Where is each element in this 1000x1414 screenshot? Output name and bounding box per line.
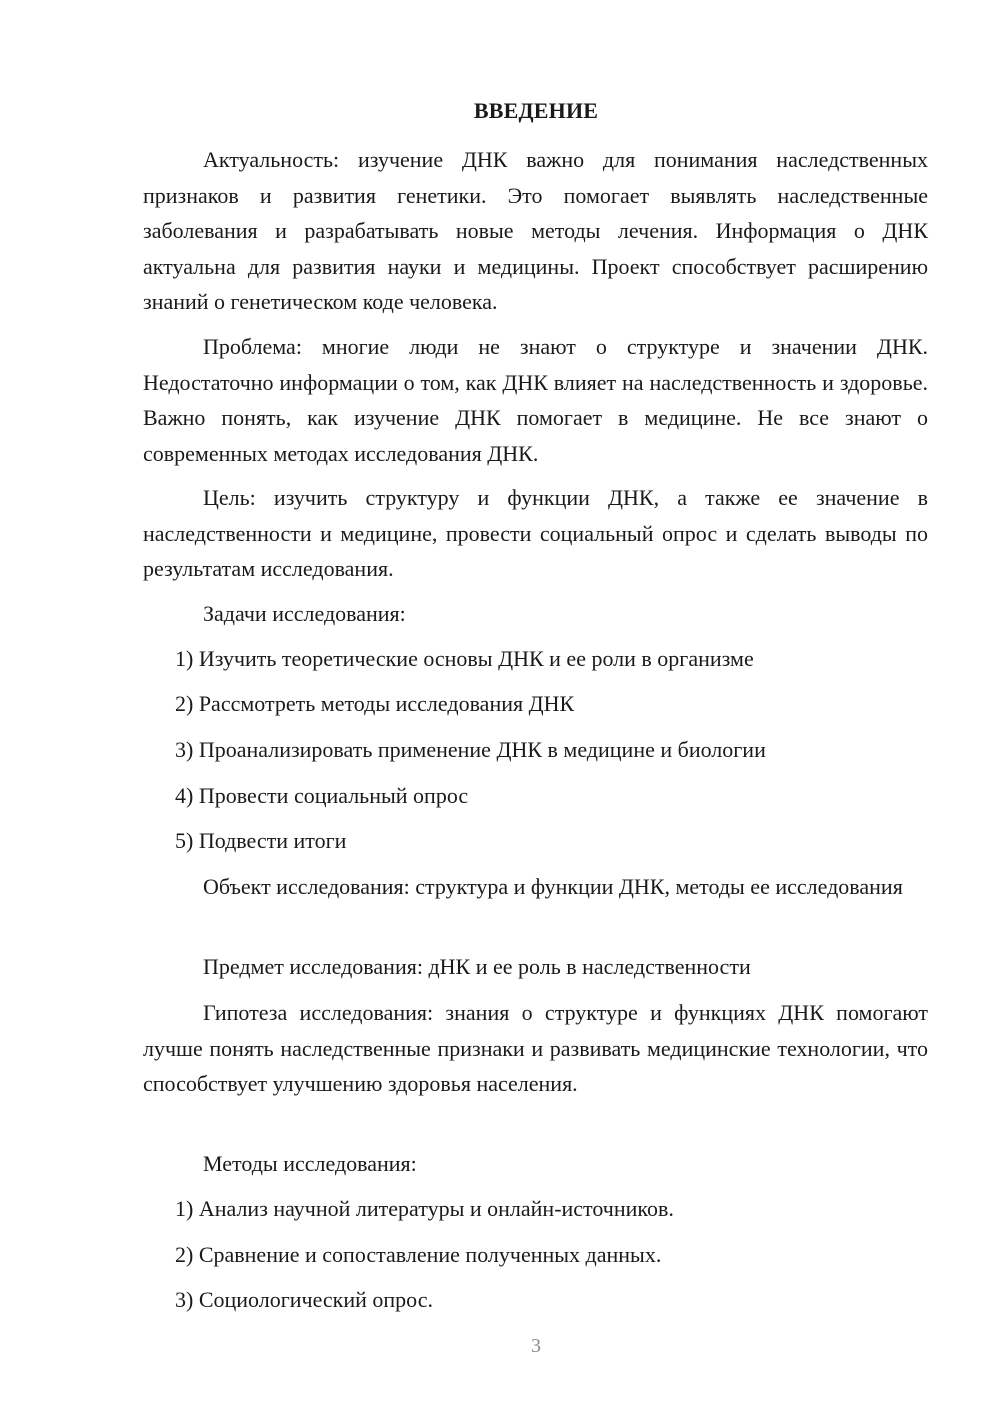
paragraph-relevance: Актуальность: изучение ДНК важно для понимания наследственных признаков и развития генетики. Это помогает выявлять наследственные заболевания и разрабатывать новые методы лечения. Информация о ДНК актуальна для развития науки и медицины. Проект способствует расширению знаний о генетическом коде человека. (143, 147, 928, 314)
page-title: ВВЕДЕНИЕ (473, 98, 599, 123)
task-item-3: 3) Проанализировать применение ДНК в медицине и биологии (175, 737, 766, 762)
paragraph-problem: Проблема: многие люди не знают о структуре и значении ДНК. Недостаточно информации о том, как ДНК влияет на наследственность и здоровье. Важно понять, как изучение ДНК помогает в медицине. Не все знают о современных методах исследования ДНК. (143, 334, 928, 466)
task-item-5: 5) Подвести итоги (175, 828, 347, 853)
paragraph-subject: Предмет исследования: дНК и ее роль в наследственности (203, 954, 751, 979)
tasks-heading: Задачи исследования: (203, 601, 406, 626)
page-number: 3 (531, 1335, 541, 1357)
paragraph-goal: Цель: изучить структуру и функции ДНК, а также ее значение в наследственности и медицине, провести социальный опрос и сделать выводы по результатам исследования. (143, 485, 928, 581)
method-item-3: 3) Социологический опрос. (175, 1287, 433, 1312)
task-item-2: 2) Рассмотреть методы исследования ДНК (175, 691, 575, 716)
task-item-4: 4) Провести социальный опрос (175, 783, 469, 808)
methods-heading: Методы исследования: (203, 1151, 417, 1176)
paragraph-hypothesis: Гипотеза исследования: знания о структуре и функциях ДНК помогают лучше понять наследственные признаки и развивать медицинские технологии, что способствует улучшению здоровья населения. (143, 1000, 928, 1096)
method-item-1: 1) Анализ научной литературы и онлайн-источников. (175, 1196, 674, 1221)
task-item-1: 1) Изучить теоретические основы ДНК и ее роли в организме (175, 646, 754, 671)
paragraph-object: Объект исследования: структура и функции ДНК, методы ее исследования (203, 874, 903, 899)
method-item-2: 2) Сравнение и сопоставление полученных данных. (175, 1242, 662, 1267)
